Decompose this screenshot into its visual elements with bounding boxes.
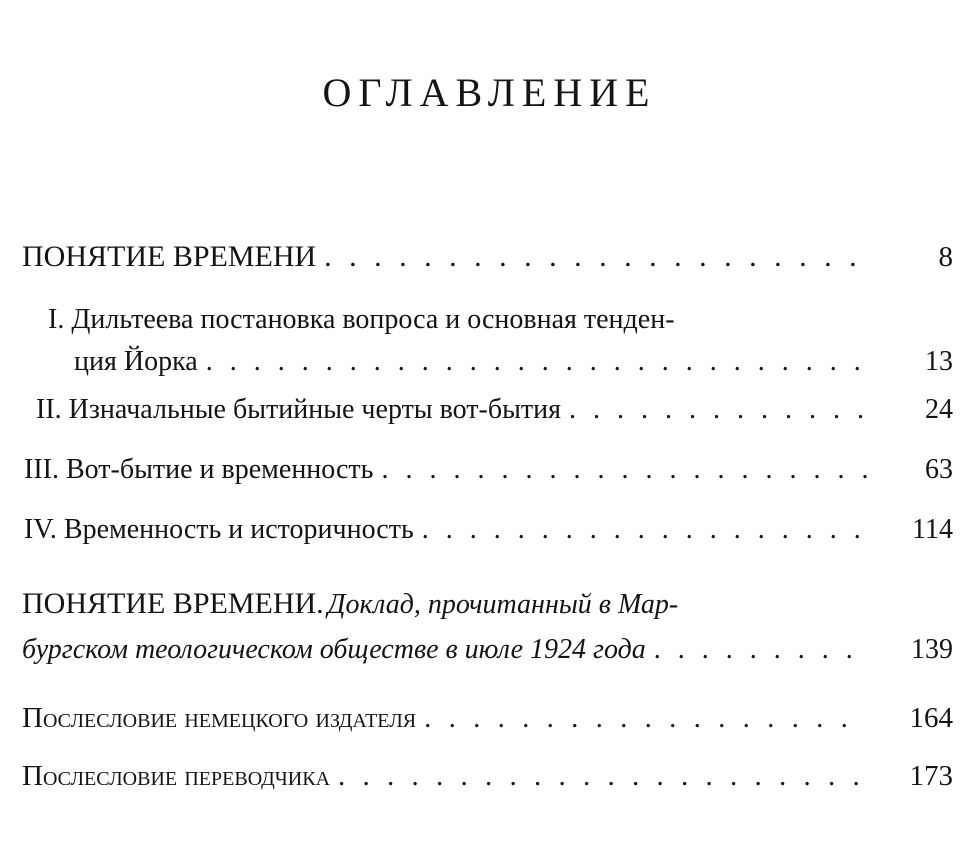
entry-subtitle-line-1: Доклад, прочитанный в Мар-	[327, 589, 679, 620]
leader-dots	[381, 448, 868, 492]
toc-heading: ОГЛАВЛЕНИЕ	[322, 70, 657, 115]
entry-subtitle-line-2: бургском теологическом обществе в июле 1924 года	[22, 634, 646, 665]
entry-title-line-1: I. Дильтеева постановка вопроса и основная тенден-	[48, 304, 675, 335]
leader-dots	[654, 626, 868, 674]
toc-entry-lecture	[0, 580, 979, 680]
entry-title: Послесловие немецкого издателя	[22, 702, 417, 734]
entry-title: II. Изначальные бытийные черты вот-бытия	[36, 394, 561, 425]
toc-entry-chapter-3	[0, 448, 979, 492]
page-number: 173	[909, 760, 953, 792]
entry-title: ПОНЯТИЕ ВРЕМЕНИ	[22, 240, 317, 273]
page-number: 8	[938, 241, 953, 273]
page-number: 13	[925, 346, 953, 377]
entry-title: ПОНЯТИЕ ВРЕМЕНИ.	[22, 587, 324, 620]
page-number: 164	[909, 702, 953, 734]
leader-dots	[206, 340, 868, 384]
leader-dots	[424, 694, 866, 742]
page-number: 139	[911, 634, 953, 665]
leader-dots	[324, 232, 856, 282]
entry-title-line-2: ция Йорка	[74, 346, 198, 377]
page-number: 114	[912, 514, 953, 545]
entry-title: III. Вот-бытие и временность	[24, 454, 374, 485]
leader-dots	[569, 388, 868, 432]
toc-entry-afterword-editor	[0, 694, 979, 742]
toc-entry-afterword-translator	[0, 752, 979, 800]
entry-title: IV. Временность и историчность	[24, 514, 414, 545]
page-number: 24	[925, 394, 953, 425]
page-number: 63	[925, 454, 953, 485]
toc-entry-chapter-1	[0, 298, 979, 388]
leader-dots	[422, 508, 868, 552]
entry-title: Послесловие переводчика	[22, 760, 331, 792]
toc-entry-chapter-2	[0, 388, 979, 432]
toc-entry-concept-of-time	[0, 232, 979, 282]
leader-dots	[338, 752, 866, 800]
toc-entry-chapter-4	[0, 508, 979, 552]
